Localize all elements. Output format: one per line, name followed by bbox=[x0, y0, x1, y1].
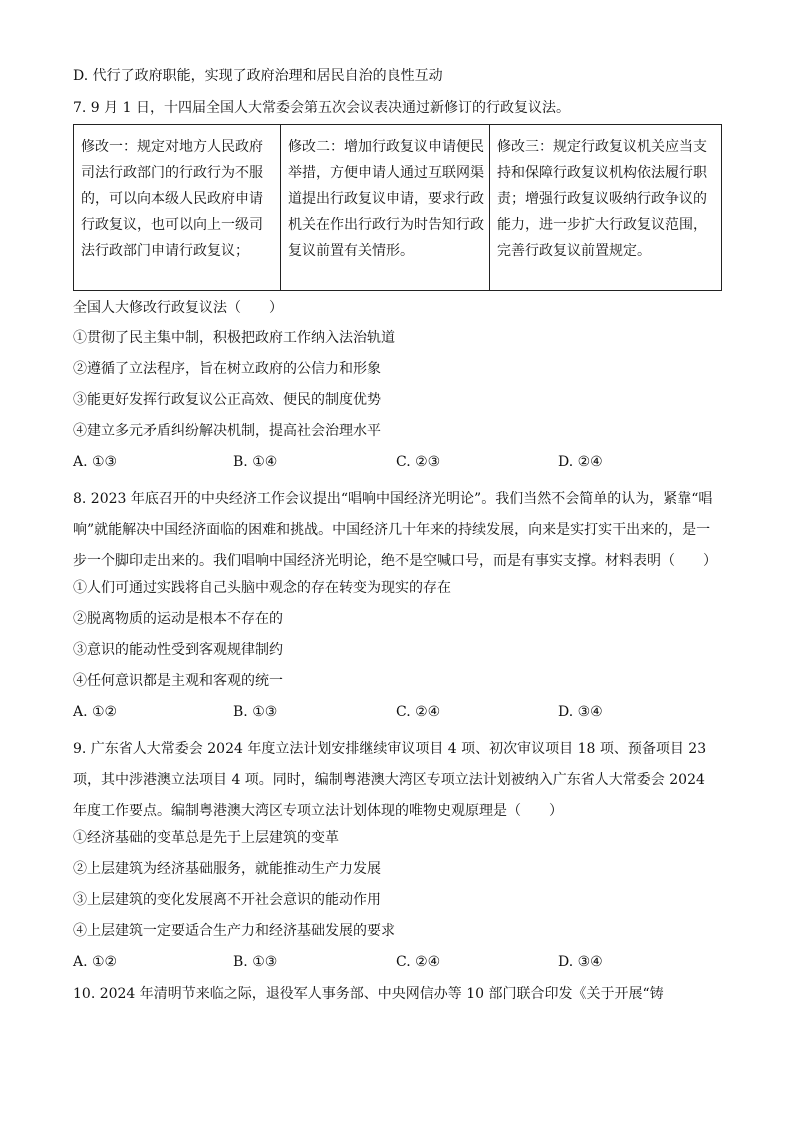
q7-options bbox=[73, 452, 721, 472]
q7-stem: 7. 9 月 1 日，十四届全国人大常委会第五次会议表决通过新修订的行政复议法。 bbox=[73, 100, 570, 116]
q9-options bbox=[73, 952, 721, 972]
q7-item-3: ③能更好发挥行政复议公正高效、便民的制度优势 bbox=[73, 392, 381, 408]
q6-option-d: D. 代行了政府职能，实现了政府治理和居民自治的良性互动 bbox=[73, 68, 443, 84]
q8-item-1: ①人们可通过实践将自己头脑中观念的存在转变为现实的存在 bbox=[73, 580, 451, 596]
q7-item-4: ④建立多元矛盾纠纷解决机制，提高社会治理水平 bbox=[73, 423, 381, 439]
q9-item-3: ③上层建筑的变化发展离不开社会意识的能动作用 bbox=[73, 892, 381, 908]
q9-option-a: A. ①② bbox=[73, 954, 118, 970]
q7-option-c: C. ②③ bbox=[396, 454, 441, 470]
q7-option-a: A. ①③ bbox=[73, 454, 118, 470]
q9-item-1: ①经济基础的变革总是先于上层建筑的变革 bbox=[73, 830, 339, 846]
revision-one-cell: 修改一：规定对地方人民政府司法行政部门的行政行为不服的，可以向本级人民政府申请行政复议，也可以向上一级司法行政部门申请行政复议； bbox=[74, 125, 281, 291]
q8-option-d: D. ③④ bbox=[558, 704, 603, 720]
q8-option-c: C. ②④ bbox=[396, 704, 441, 720]
q9-item-4: ④上层建筑一定要适合生产力和经济基础发展的要求 bbox=[73, 923, 395, 939]
q8-option-a: A. ①② bbox=[73, 704, 118, 720]
q9-option-c: C. ②④ bbox=[396, 954, 441, 970]
q8-options bbox=[73, 702, 721, 722]
q9-item-2: ②上层建筑为经济基础服务，就能推动生产力发展 bbox=[73, 861, 381, 877]
revision-table bbox=[73, 124, 722, 291]
q8-item-3: ③意识的能动性受到客观规律制约 bbox=[73, 642, 283, 658]
q7-question: 全国人大修改行政复议法（ ） bbox=[73, 300, 283, 316]
q7-item-2: ②遵循了立法程序，旨在树立政府的公信力和形象 bbox=[73, 361, 381, 377]
q10-stem: 10. 2024 年清明节来临之际，退役军人事务部、中央网信办等 10 部门联合印发《关于开展“铸 bbox=[73, 986, 664, 1002]
q8-option-b: B. ①③ bbox=[233, 704, 278, 720]
revision-two-cell: 修改二：增加行政复议申请便民举措，方便申请人通过互联网渠道提出行政复议申请，要求行政机关在作出行政行为时告知行政复议前置有关情形。 bbox=[281, 125, 490, 291]
q7-option-b: B. ①④ bbox=[233, 454, 278, 470]
q7-option-d: D. ②④ bbox=[558, 454, 603, 470]
q9-stem: 9. 广东省人大常委会 2024 年度立法计划安排继续审议项目 4 项、初次审议项目 18 项、预备项目 23 项，其中涉港澳立法项目 4 项。同时，编制粤港澳大湾区专项立法计划被纳入广东省人大常委会 2024 年度工作要点。编制粤港澳大湾区专项立法计划体现的唯物史观原理是（ ） bbox=[73, 741, 707, 819]
q8-item-4: ④任何意识都是主观和客观的统一 bbox=[73, 673, 283, 689]
q8-stem: 8. 2023 年底召开的中央经济工作会议提出“唱响中国经济光明论”。我们当然不会简单的认为，紧靠“唱响”就能解决中国经济面临的困难和挑战。中国经济几十年来的持续发展，向来是实打实干出来的，是一步一个脚印走出来的。我们唱响中国经济光明论，绝不是空喊口号，而是有事实支撑。材料表明（ ） bbox=[73, 491, 717, 569]
q9-option-d: D. ③④ bbox=[558, 954, 603, 970]
revision-table-row bbox=[74, 125, 722, 291]
q8-item-2: ②脱离物质的运动是根本不存在的 bbox=[73, 611, 283, 627]
q9-option-b: B. ①③ bbox=[233, 954, 278, 970]
q7-item-1: ①贯彻了民主集中制，积极把政府工作纳入法治轨道 bbox=[73, 330, 395, 346]
revision-three-cell: 修改三：规定行政复议机关应当支持和保障行政复议机构依法履行职责；增强行政复议吸纳行政争议的能力，进一步扩大行政复议范围，完善行政复议前置规定。 bbox=[490, 125, 722, 291]
